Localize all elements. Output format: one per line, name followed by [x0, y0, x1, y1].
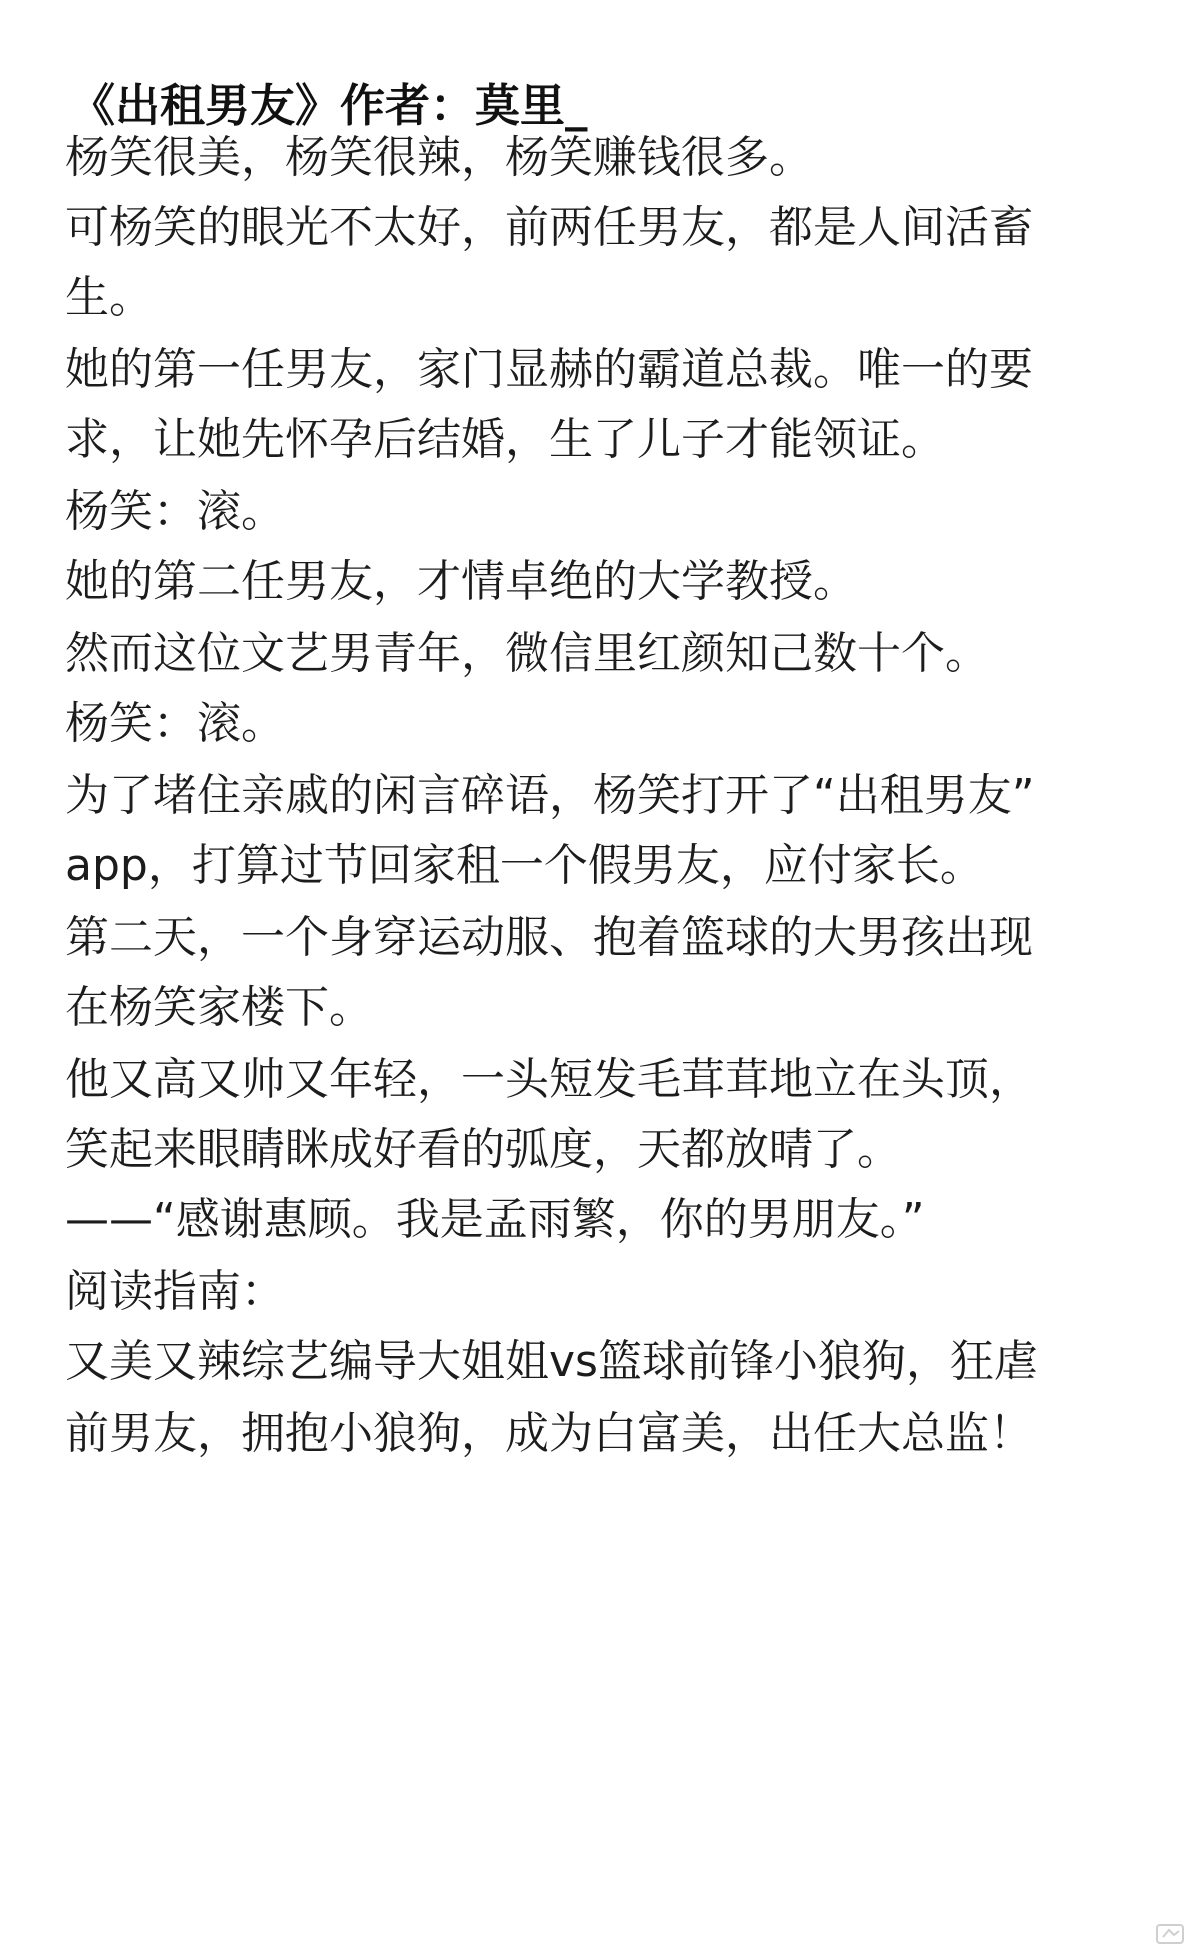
text-line: ——“感谢惠顾。我是孟雨繁，你的男朋友。”: [65, 1194, 925, 1245]
text-line: app，打算过节回家租一个假男友，应付家长。: [65, 840, 984, 891]
text-line: 她的第一任男友，家门显赫的霸道总裁。唯一的要: [65, 344, 1033, 395]
text-line: 笑起来眼睛眯成好看的弧度，天都放晴了。: [65, 1124, 901, 1175]
text-line: 杨笑：滚。: [65, 698, 285, 749]
text-line: 杨笑很美，杨笑很辣，杨笑赚钱很多。: [65, 132, 813, 183]
text-line: 可杨笑的眼光不太好，前两任男友，都是人间活畜: [65, 202, 1033, 253]
text-line: 她的第二任男友，才情卓绝的大学教授。: [65, 556, 857, 607]
text-line: 前男友，拥抱小狼狗，成为白富美，出任大总监！: [65, 1408, 1033, 1459]
text-line: 然而这位文艺男青年，微信里红颜知己数十个。: [65, 628, 989, 679]
document-title: 《出租男友》作者：莫里_: [70, 79, 588, 132]
text-line: 为了堵住亲戚的闲言碎语，杨笑打开了“出租男友”: [65, 770, 1035, 821]
text-line: 他又高又帅又年轻，一头短发毛茸茸地立在头顶，: [65, 1054, 1033, 1105]
text-line: 在杨笑家楼下。: [65, 982, 373, 1033]
text-line: 第二天，一个身穿运动服、抱着篮球的大男孩出现: [65, 912, 1033, 963]
watermark-glyph-icon: [1155, 1921, 1187, 1947]
text-line: 阅读指南：: [65, 1266, 285, 1317]
text-line: 生。: [65, 272, 153, 323]
text-line: 求，让她先怀孕后结婚，生了儿子才能领证。: [65, 414, 945, 465]
text-line: 又美又辣综艺编导大姐姐vs篮球前锋小狼狗，狂虐: [65, 1336, 1038, 1387]
text-line: 杨笑：滚。: [65, 486, 285, 537]
